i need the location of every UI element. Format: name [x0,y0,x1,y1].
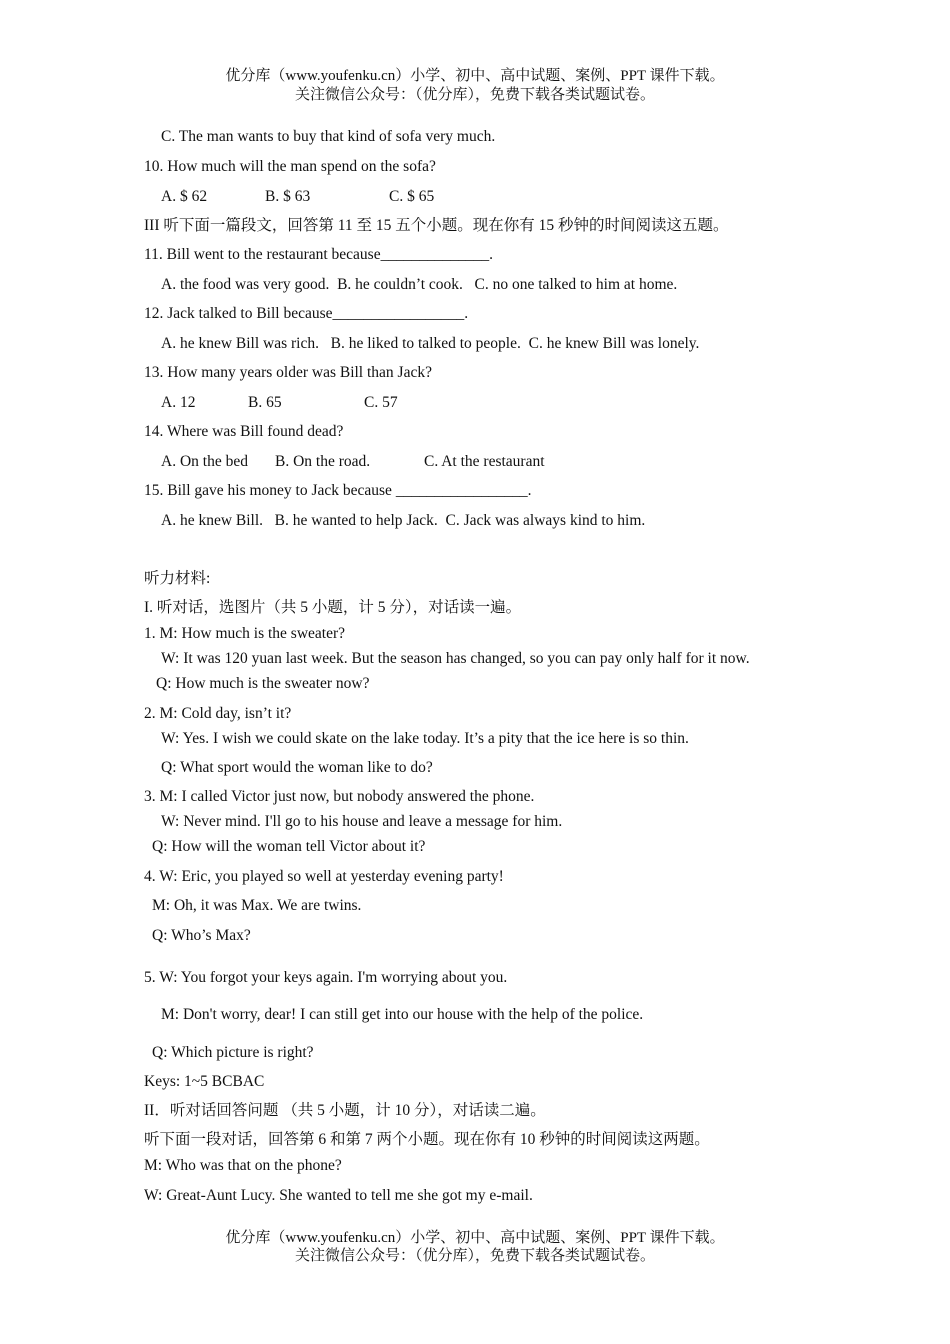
q14-option-b: B. On the road. [275,453,371,470]
q11-options: A. the food was very good. B. he couldn’t cook. C. no one talked to him at home. [161,276,678,293]
q15-options: A. he knew Bill. B. he wanted to help Jack. C. Jack was always kind to him. [161,512,646,529]
q10-text: 10. How much will the man spend on the sofa? [144,158,436,175]
page-footer-line-1: 优分库（www.youfenku.cn）小学、初中、高中试题、案例、PPT 课件下载。 [225,1230,725,1246]
dialogue-2-man: 2. M: Cold day, isn’t it? [144,705,292,722]
dialogue-1-man: 1. M: How much is the sweater? [144,625,346,642]
q10-option-b: B. $ 63 [265,188,311,205]
materials-part-1-heading: I. 听对话，选图片（共 5 小题，计 5 分），对话读一遍。 [144,599,522,616]
section-3-instruction: III 听下面一篇段文，回答第 11 至 15 五个小题。现在你有 15 秒钟的时间阅读这五题。 [144,217,729,234]
q12-text: 12. Jack talked to Bill because_________________. [144,305,469,322]
answer-keys: Keys: 1~5 BCBAC [144,1073,265,1090]
dialogue-4-question: Q: Who’s Max? [152,927,251,944]
dialogue-6-man: M: Who was that on the phone? [144,1157,342,1174]
q10-option-a: A. $ 62 [161,188,208,205]
q13-option-b: B. 65 [248,394,282,411]
dialogue-3-woman: W: Never mind. I'll go to his house and leave a message for him. [161,813,563,830]
q13-option-a: A. 12 [161,394,196,411]
q11-text: 11. Bill went to the restaurant because______________. [144,246,493,263]
dialogue-5-man: M: Don't worry, dear! I can still get into our house with the help of the police. [161,1006,644,1023]
q14-option-a: A. On the bed [161,453,248,470]
dialogue-3-man: 3. M: I called Victor just now, but nobody answered the phone. [144,788,535,805]
dialogue-4-woman: 4. W: Eric, you played so well at yesterday evening party! [144,868,504,885]
dialogue-2-woman: W: Yes. I wish we could skate on the lake today. It’s a pity that the ice here is so thin. [161,730,689,747]
materials-part-2-instruction: 听下面一段对话，回答第 6 和第 7 两个小题。现在你有 10 秒钟的时间阅读这两题。 [144,1131,710,1148]
page-footer-line-2: 关注微信公众号：（优分库），免费下载各类试题试卷。 [294,1248,655,1264]
dialogue-1-woman: W: It was 120 yuan last week. But the season has changed, so you can pay only half for it now. [161,650,750,667]
materials-part-2-heading: II．听对话回答问题 （共 5 小题，计 10 分），对话读二遍。 [144,1102,546,1119]
page-header-line-2: 关注微信公众号：（优分库），免费下载各类试题试卷。 [294,87,655,103]
q14-text: 14. Where was Bill found dead? [144,423,344,440]
q13-text: 13. How many years older was Bill than Jack? [144,364,432,381]
q10-option-c: C. $ 65 [389,188,435,205]
q12-options: A. he knew Bill was rich. B. he liked to talked to people. C. he knew Bill was lonely. [161,335,700,352]
dialogue-5-question: Q: Which picture is right? [152,1044,314,1061]
dialogue-1-question: Q: How much is the sweater now? [156,675,370,692]
dialogue-6-woman: W: Great-Aunt Lucy. She wanted to tell me she got my e-mail. [144,1187,533,1204]
materials-title: 听力材料: [144,570,211,587]
q15-text: 15. Bill gave his money to Jack because _________________. [144,482,532,499]
dialogue-2-question: Q: What sport would the woman like to do? [161,759,433,776]
dialogue-3-question: Q: How will the woman tell Victor about it? [152,838,426,855]
q9-option-c: C. The man wants to buy that kind of sofa very much. [161,128,496,145]
dialogue-4-man: M: Oh, it was Max. We are twins. [152,897,362,914]
q13-option-c: C. 57 [364,394,398,411]
dialogue-5-woman: 5. W: You forgot your keys again. I'm worrying about you. [144,969,508,986]
q14-option-c: C. At the restaurant [424,453,545,470]
page-header-line-1: 优分库（www.youfenku.cn）小学、初中、高中试题、案例、PPT 课件下载。 [225,68,725,84]
